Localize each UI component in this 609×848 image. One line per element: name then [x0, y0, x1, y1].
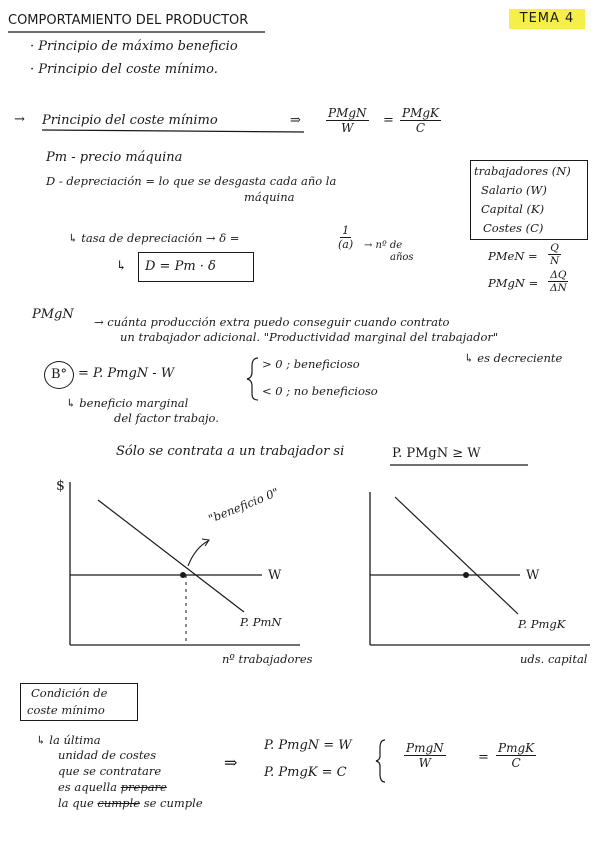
fraction-numerator: PmgK: [498, 741, 535, 755]
tasa-depreciacion: ↳ tasa de depreciación → δ =: [68, 231, 240, 245]
min-cost-note-3: que se contratare: [58, 764, 162, 778]
fraction-denominator: W: [341, 121, 354, 135]
min-cost-eq1: P. PmgN = W: [264, 738, 352, 753]
min-cost-implies: ⇒: [224, 753, 238, 772]
intro-item-min-cost: · Principio del coste mínimo.: [30, 62, 218, 77]
right-equilibrium-point: [463, 572, 469, 578]
fraction-denominator: W: [418, 756, 431, 770]
fraction-denominator: C: [415, 121, 426, 135]
legend-workers: trabajadores (N): [474, 164, 571, 178]
right-pmgk-curve: [395, 497, 518, 614]
beneficio-sub2: del factor trabajo.: [114, 411, 219, 425]
beneficio-case-negative: < 0 ; no beneficioso: [262, 384, 378, 398]
legend-salary: Salario (W): [481, 183, 547, 197]
tasa-note: → nº de: [364, 240, 403, 251]
right-w-label: W: [526, 568, 540, 583]
left-w-label: W: [268, 568, 282, 583]
pmgn-def-line2: un trabajador adicional. "Productividad marginal del trabajador": [120, 330, 499, 344]
min-cost-brace: [376, 740, 385, 782]
fraction-pmgn-w: [326, 106, 369, 135]
fraction-denominator: C: [511, 756, 521, 770]
left-y-axis-label: $: [56, 478, 65, 494]
pmen-label: PMeN =: [488, 249, 538, 263]
right-curve-label: P. PmgK: [518, 617, 566, 631]
left-curve-label: P. PmN: [240, 615, 282, 629]
min-cost-note-5: [58, 795, 203, 811]
left-x-axis-label: nº trabajadores: [222, 652, 313, 666]
min-cost-title-line1: Condición de: [31, 686, 108, 700]
beneficio-sub1: ↳ beneficio marginal: [66, 396, 189, 410]
fraction-pmgk-c: [400, 106, 441, 135]
d-definition-cont: máquina: [244, 190, 295, 204]
min-cost-note-4-struck: prepare: [120, 780, 167, 794]
min-cost-note-2: unidad de costes: [58, 748, 157, 762]
pmgn-label: PMgN =: [488, 276, 539, 290]
pmgn-def-line1: → cuánta producción extra puedo conseguir cuando contrato: [94, 315, 450, 329]
beneficio-expression: = P. PmgN - W: [78, 366, 175, 381]
tasa-note-cont: años: [390, 252, 414, 263]
cost-principle-underline: [42, 130, 304, 132]
depreciation-formula-box: D = Pm · δ: [138, 252, 254, 282]
min-cost-note-1: ↳ la última: [36, 733, 101, 747]
formula-arrow: ↳: [116, 259, 127, 274]
beneficio-zero-annotation: "beneficio 0": [206, 484, 281, 526]
equals-sign: =: [383, 113, 394, 128]
min-cost-note-5-text: la que: [58, 796, 94, 810]
cost-principle-title: Principio del coste mínimo: [42, 113, 218, 128]
legend-capital: Capital (K): [481, 202, 545, 216]
right-x-axis-label: uds. capital: [520, 652, 588, 666]
pm-definition: Pm - precio máquina: [46, 150, 183, 165]
beneficio-circle: B°: [44, 361, 74, 389]
left-equilibrium-point: [180, 572, 186, 578]
min-cost-title-line2: coste mínimo: [27, 703, 105, 717]
cost-principle-arrow: →: [14, 112, 25, 127]
min-cost-note-5-struck: cumple: [97, 796, 141, 810]
fraction-numerator: PmgN: [406, 741, 444, 755]
legend-costs: Costes (C): [483, 221, 544, 235]
fraction-denominator: (a): [338, 238, 354, 251]
hire-condition-text: Sólo se contrata a un trabajador si: [116, 444, 345, 459]
pmgn-decreasing-note: ↳ es decreciente: [464, 351, 563, 365]
min-cost-fraction-1: [404, 741, 446, 770]
min-cost-eq2: P. PmgK = C: [264, 765, 347, 780]
min-cost-fraction-2: [496, 741, 536, 770]
min-cost-note-4-text: es aquella: [58, 780, 118, 794]
beneficio-brace: [247, 358, 258, 400]
page-title: COMPORTAMIENTO DEL PRODUCTOR: [8, 13, 249, 28]
fraction-denominator: ΔN: [550, 282, 567, 294]
d-definition: D - depreciación = lo que se desgasta cada año la: [46, 174, 337, 188]
fraction-denominator: N: [550, 255, 560, 267]
hire-condition-expr: P. PMgN ≥ W: [392, 446, 481, 461]
min-cost-title-box: [20, 683, 138, 721]
fraction-q-n: [548, 242, 561, 267]
tema-badge: TEMA 4: [509, 9, 585, 29]
min-cost-note-5-end: se cumple: [143, 796, 203, 810]
min-cost-note-4: [58, 779, 167, 795]
fraction-numerator: Q: [550, 242, 559, 254]
beneficio-case-positive: > 0 ; beneficioso: [262, 357, 360, 371]
fraction-numerator: ΔQ: [550, 269, 567, 281]
cost-principle-implies: ⇒: [290, 113, 301, 128]
fraction-numerator: PMgN: [328, 106, 367, 120]
pmgn-def-label: PMgN: [32, 307, 74, 322]
fraction-dq-dn: [548, 269, 569, 294]
annotation-arrow: [188, 541, 208, 566]
intro-item-max-benefit: · Principio de máximo beneficio: [30, 39, 238, 54]
fraction-numerator: 1: [342, 224, 350, 237]
fraction-numerator: PMgK: [402, 106, 440, 120]
variables-legend-box: [470, 160, 588, 240]
fraction-one-over-a: [336, 224, 355, 251]
min-cost-equals: =: [478, 750, 489, 765]
